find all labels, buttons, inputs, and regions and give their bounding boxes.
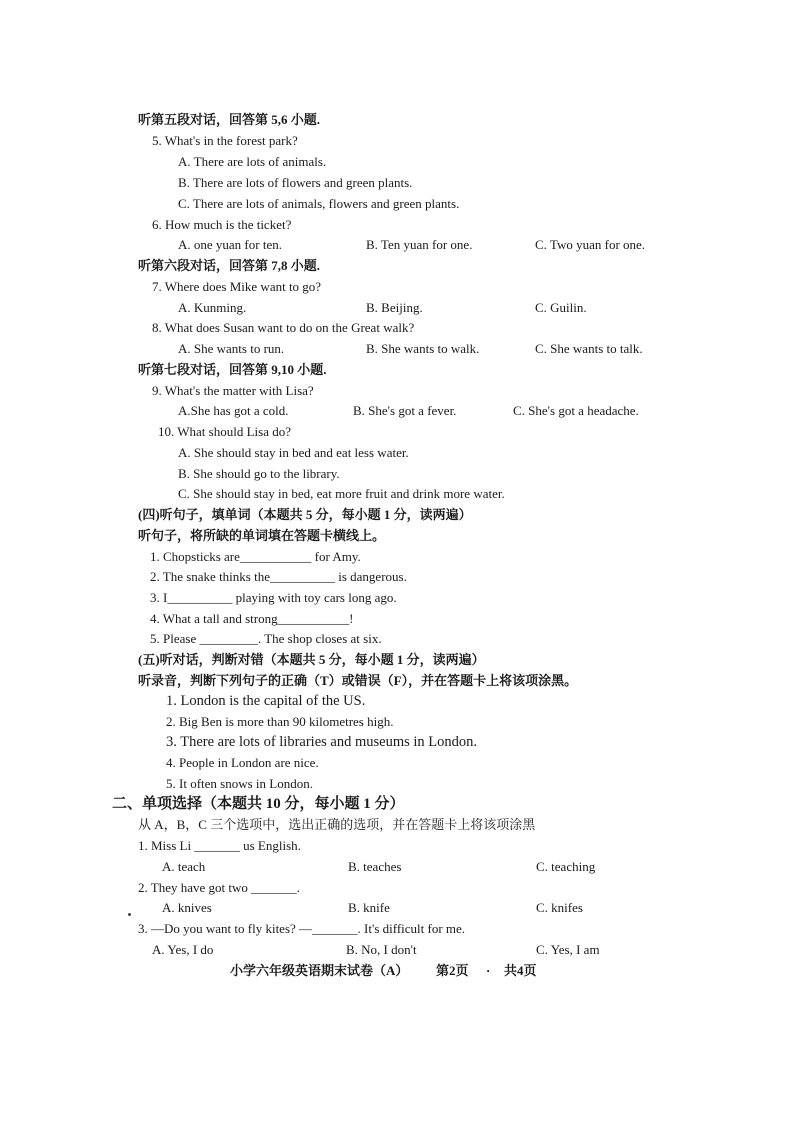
q5-option-c: C. There are lots of animals, flowers and green plants. — [178, 196, 460, 211]
dialogue-5-heading: 听第五段对话，回答第 5,6 小题. — [138, 112, 321, 127]
q8-option-c: C. She wants to talk. — [535, 341, 643, 356]
q6-option-c: C. Two yuan for one. — [535, 237, 646, 252]
section2-title: 二、单项选择（本题共 10 分，每小题 1 分） — [112, 796, 405, 812]
mc-q2-option-a: A. knives — [162, 900, 212, 915]
mc-q2-option-c: C. knifes — [536, 900, 583, 915]
question-10: 10. What should Lisa do? — [158, 424, 291, 439]
part4-item-3: 3. I__________ playing with toy cars long ago. — [150, 590, 397, 605]
part4-title: (四)听句子，填单词（本题共 5 分，每小题 1 分，读两遍） — [138, 507, 472, 522]
part5-item-3: 3. There are lots of libraries and museums in London. — [166, 734, 478, 750]
q10-option-a: A. She should stay in bed and eat less water. — [178, 445, 409, 460]
section2-instruction: 从 A，B，C 三个选项中，选出正确的选项，并在答题卡上将该项涂黑 — [138, 817, 536, 832]
q5-option-b: B. There are lots of flowers and green plants. — [178, 175, 413, 190]
footer-title: 小学六年级英语期末试卷（A） — [230, 963, 409, 978]
part5-item-2: 2. Big Ben is more than 90 kilometres high. — [166, 714, 394, 729]
part4-instruction: 听句子，将所缺的单词填在答题卡横线上。 — [138, 528, 386, 543]
question-9: 9. What's the matter with Lisa? — [152, 383, 314, 398]
mc-q1-option-a: A. teach — [162, 859, 206, 874]
part4-item-2: 2. The snake thinks the__________ is dangerous. — [150, 569, 407, 584]
part5-title: (五)听对话，判断对错（本题共 5 分，每小题 1 分，读两遍） — [138, 652, 485, 667]
mc-question-3: 3. —Do you want to fly kites? —_______. It's difficult for me. — [138, 921, 466, 936]
mc-q1-option-b: B. teaches — [348, 859, 402, 874]
part4-item-4: 4. What a tall and strong___________! — [150, 611, 354, 626]
part5-item-4: 4. People in London are nice. — [166, 755, 319, 770]
q9-option-c: C. She's got a headache. — [513, 403, 639, 418]
dialogue-7-heading: 听第七段对话，回答第 9,10 小题. — [138, 362, 327, 377]
q7-option-b: B. Beijing. — [366, 300, 423, 315]
footer-page-total: 共4页 — [504, 963, 537, 978]
mc-q2-option-b: B. knife — [348, 900, 390, 915]
question-6: 6. How much is the ticket? — [152, 217, 292, 232]
footer-page-number: 第2页 — [436, 963, 469, 978]
q7-option-a: A. Kunming. — [178, 300, 247, 315]
dialogue-6-heading: 听第六段对话，回答第 7,8 小题. — [138, 258, 321, 273]
q7-option-c: C. Guilin. — [535, 300, 587, 315]
q9-option-b: B. She's got a fever. — [353, 403, 457, 418]
q9-option-a: A.She has got a cold. — [178, 403, 289, 418]
q5-option-a: A. There are lots of animals. — [178, 154, 327, 169]
mc-q3-option-b: B. No, I don't — [346, 942, 417, 957]
part4-item-5: 5. Please _________. The shop closes at six. — [150, 631, 382, 646]
mc-q3-option-a: A. Yes, I do — [152, 942, 214, 957]
part5-item-5: 5. It often snows in London. — [166, 776, 313, 791]
q6-option-a: A. one yuan for ten. — [178, 237, 282, 252]
question-8: 8. What does Susan want to do on the Great walk? — [152, 320, 415, 335]
q10-option-b: B. She should go to the library. — [178, 466, 340, 481]
mc-q3-option-c: C. Yes, I am — [536, 942, 600, 957]
question-7: 7. Where does Mike want to go? — [152, 279, 322, 294]
scan-speck — [128, 913, 131, 916]
q8-option-b: B. She wants to walk. — [366, 341, 480, 356]
q10-option-c: C. She should stay in bed, eat more fruit and drink more water. — [178, 486, 505, 501]
part5-instruction: 听录音，判断下列句子的正确（T）或错误（F），并在答题卡上将该项涂黑。 — [138, 673, 578, 688]
question-5: 5. What's in the forest park? — [152, 133, 298, 148]
mc-question-2: 2. They have got two _______. — [138, 880, 300, 895]
part5-item-1: 1. London is the capital of the US. — [166, 693, 366, 709]
footer-separator: · — [486, 963, 491, 978]
mc-question-1: 1. Miss Li _______ us English. — [138, 838, 301, 853]
q8-option-a: A. She wants to run. — [178, 341, 285, 356]
mc-q1-option-c: C. teaching — [536, 859, 596, 874]
q6-option-b: B. Ten yuan for one. — [366, 237, 473, 252]
part4-item-1: 1. Chopsticks are___________ for Amy. — [150, 549, 361, 564]
